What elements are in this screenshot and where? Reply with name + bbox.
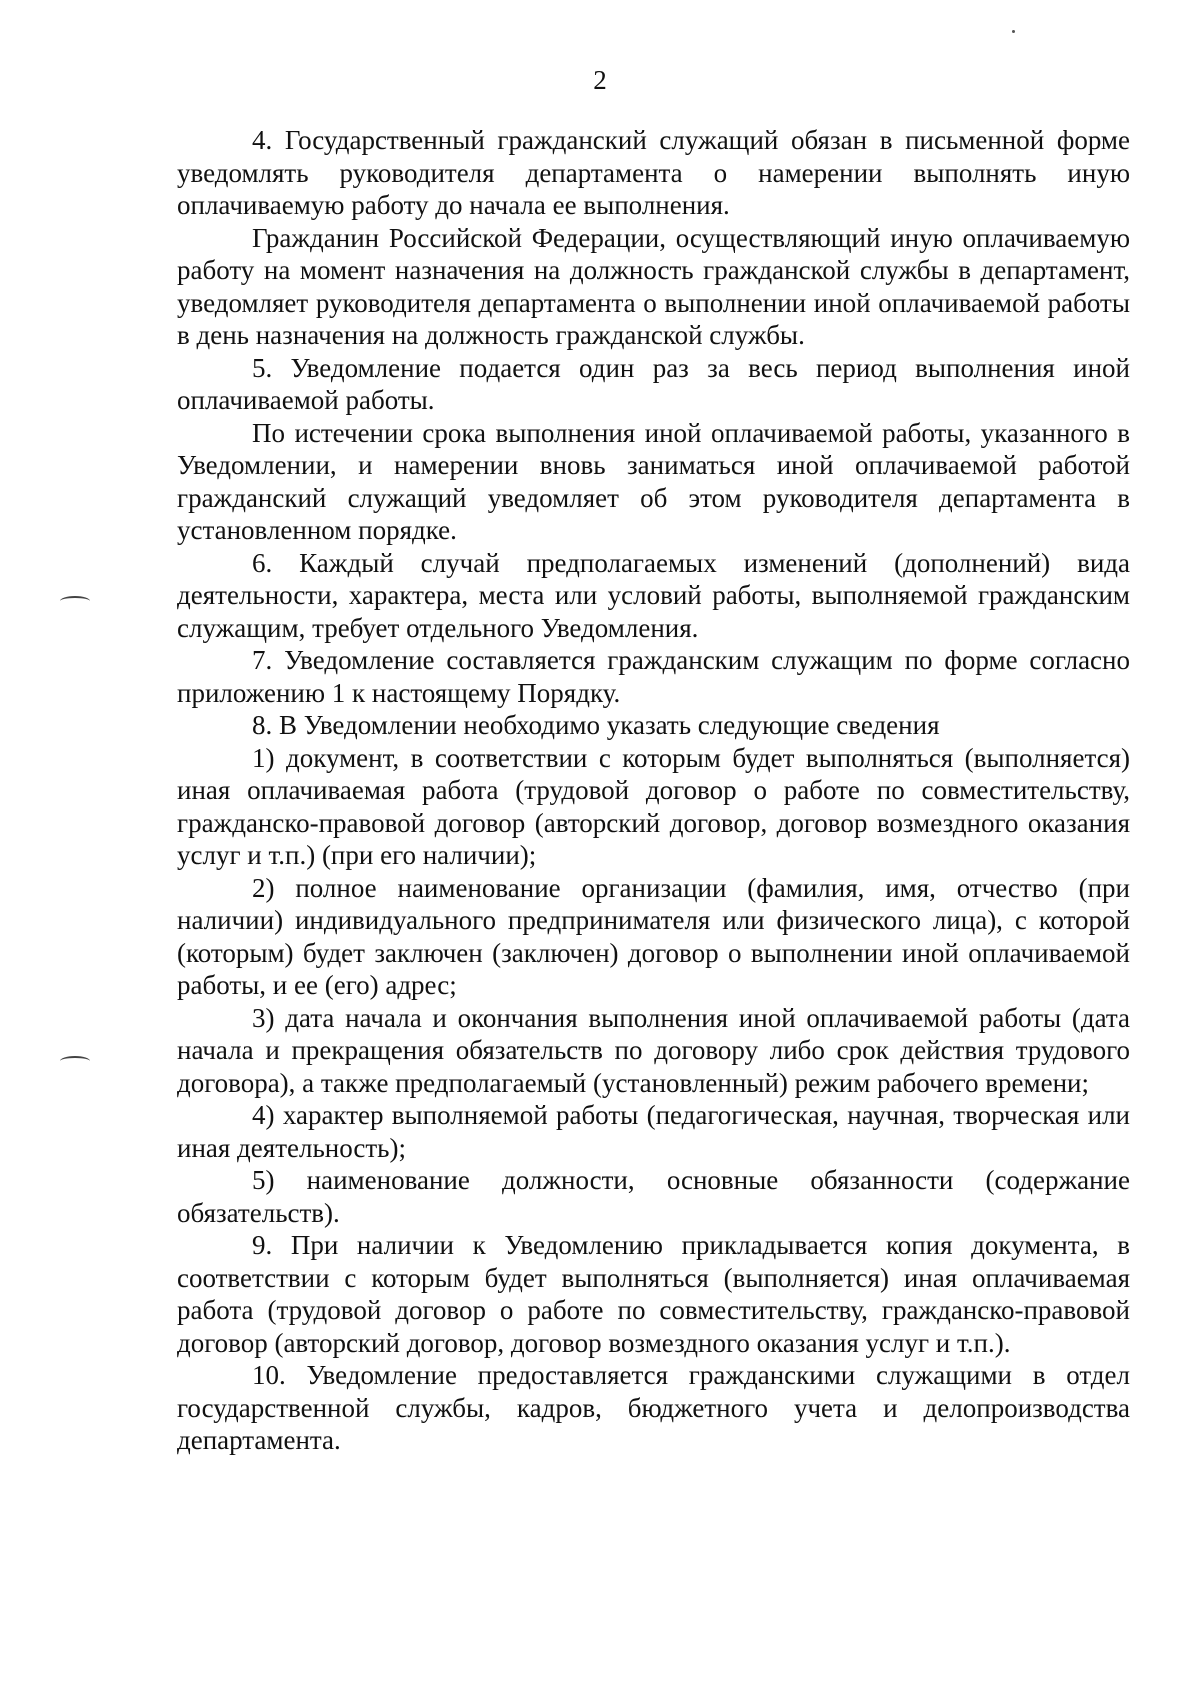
scan-speck	[1012, 30, 1015, 33]
page-number: 2	[593, 65, 607, 95]
binding-hole-mark	[60, 1056, 90, 1066]
paragraph-5-expiry: По истечении срока выполнения иной оплачиваемой работы, указанного в Уведомлении, и намерении вновь заниматься иной оплачиваемой работой гражданский служащий уведомляет об этом руководителя департамента в установленном порядке.	[177, 417, 1130, 545]
list-item-2: 2) полное наименование организации (фамилия, имя, отчество (при наличии) индивидуального предпринимателя или физического лица), с которой (которым) будет заключен (заключен) договор о выполнении иной оплачиваемой работы, и ее (его) адрес;	[177, 872, 1130, 1000]
paragraph-4: 4. Государственный гражданский служащий обязан в письменной форме уведомлять руководителя департамента о намерении выполнять иную оплачиваемую работу до начала ее выполнения.	[177, 125, 1130, 220]
paragraph-4-citizen: Гражданин Российской Федерации, осуществляющий иную оплачиваемую работу на момент назначения на должность гражданской службы в департамент, уведомляет руководителя департамента о выполнении иной оплачиваемой работы в день назначения на должность гражданской службы.	[177, 222, 1130, 350]
binding-hole-mark	[60, 596, 90, 606]
paragraph-7: 7. Уведомление составляется гражданским служащим по форме согласно приложению 1 к настоящему Порядку.	[177, 645, 1130, 708]
list-item-4: 4) характер выполняемой работы (педагогическая, научная, творческая или иная деятельность);	[177, 1100, 1130, 1163]
paragraph-6: 6. Каждый случай предполагаемых изменений (дополнений) вида деятельности, характера, места или условий работы, выполняемой гражданским служащим, требует отдельного Уведомления.	[177, 547, 1130, 643]
list-item-5: 5) наименование должности, основные обязанности (содержание обязательств).	[177, 1165, 1130, 1228]
paragraph-5: 5. Уведомление подается один раз за весь период выполнения иной оплачиваемой работы.	[177, 352, 1130, 415]
document-body	[177, 124, 1130, 1457]
paragraph-8: 8. В Уведомлении необходимо указать следующие сведения	[252, 710, 940, 740]
list-item-3: 3) дата начала и окончания выполнения иной оплачиваемой работы (дата начала и прекращения обязательств по договору либо срок действия трудового договора), а также предполагаемый (установленный) режим рабочего времени;	[177, 1002, 1130, 1098]
paragraph-9: 9. При наличии к Уведомлению прикладывается копия документа, в соответствии с которым будет выполняться (выполняется) иная оплачиваемая работа (трудовой договор о работе по совместительству, гражданско-правовой договор (авторский договор, договор возмездного оказания услуг и т.п.).	[177, 1230, 1130, 1358]
list-item-1: 1) документ, в соответствии с которым будет выполняться (выполняется) иная оплачиваемая работа (трудовой договор о работе по совместительству, гражданско-правовой договор (авторский договор, договор возмездного оказания услуг и т.п.) (при его наличии);	[177, 742, 1130, 870]
paragraph-10: 10. Уведомление предоставляется гражданскими служащими в отдел государственной службы, кадров, бюджетного учета и делопроизводства департамента.	[177, 1360, 1130, 1455]
